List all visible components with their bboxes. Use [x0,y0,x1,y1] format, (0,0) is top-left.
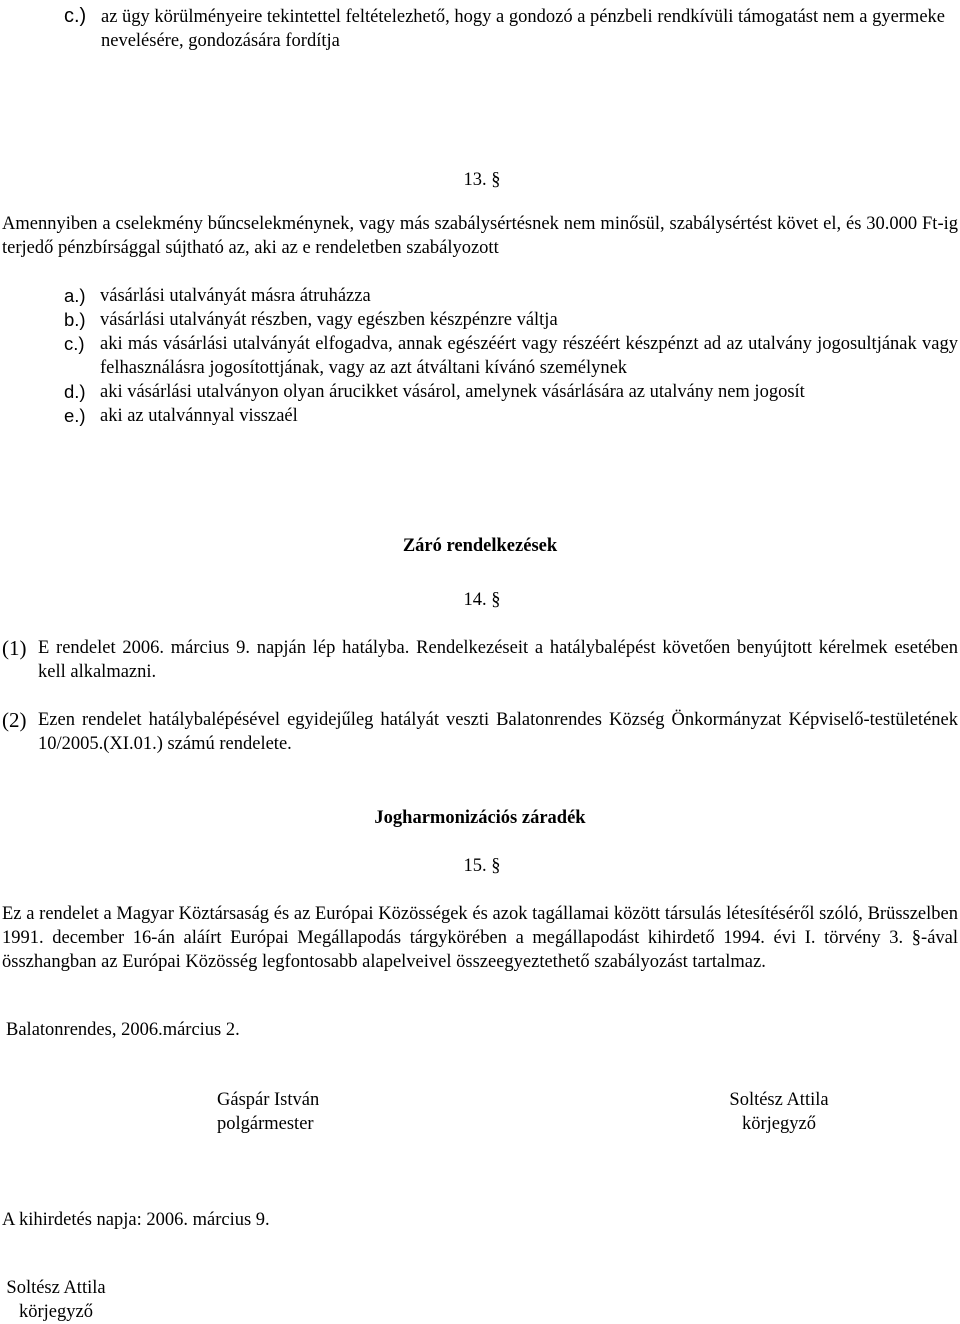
list-item-label: d.) [64,381,86,402]
paragraph-text: E rendelet 2006. március 9. napján lép hatályba. Rendelkezéseit a hatálybalépést követően benyújtott kérelmek esetében kell alkalmazni. [38,638,958,682]
announcement: A kihirdetés napja: 2006. március 9. [2,1210,270,1230]
list-item-b [64,308,958,332]
signature-title: polgármester [217,1114,314,1134]
paragraph-text: Ezen rendelet hatálybalépésével egyidejűleg hatályát veszti Balatonrendes Község Önkormányzat Képviselő-testületének 10/2005.(XI.01.) számú rendelete. [38,710,958,754]
paragraph-number: (1) [2,636,27,660]
section-15-heading: 15. § [463,856,501,876]
list-item-label: c.) [64,333,85,354]
signature-notary [712,1088,846,1136]
closing-paragraph-1 [2,636,958,684]
signature-title: körjegyző [742,1114,816,1134]
top-list-item [64,4,956,53]
place-date: Balatonrendes, 2006.március 2. [6,1020,240,1040]
closing-paragraph-2 [2,708,958,756]
list-item-a [64,284,958,308]
list-item-label: c.) [64,5,87,27]
signature-mayor [217,1088,319,1136]
list-item-label: a.) [64,285,86,306]
section-13-heading: 13. § [463,170,501,190]
paragraph-number: (2) [2,708,27,732]
list-item-text: vásárlási utalványát részben, vagy egészben készpénzre váltja [100,310,558,330]
list-item-c [64,332,958,380]
harmonization-text: Ez a rendelet a Magyar Köztársaság és az Európai Közösségek és azok tagállamai között társulás létesítéséről szóló, Brüsszelben 1991. december 16-án aláírt Európai Megállapodás tárgykörében a megállapodást kihirdető 1994. évi I. törvény 3. §-ával összhangban az Európai Közösség legfontosabb alapelveivel összeegyeztethető szabályozást tartalmaz. [2,904,958,972]
section-13-list [64,284,958,428]
closing-title: Záró rendelkezések [402,536,558,556]
list-item-d [64,380,958,404]
signature-title: körjegyző [19,1302,93,1322]
list-item-label: e.) [64,405,86,426]
signature-name: Gáspár István [217,1090,320,1110]
list-item-text: az ügy körülményeire tekintettel feltételezhető, hogy a gondozó a pénzbeli rendkívüli támogatást nem a gyermeke nevelésére, gondozására fordítja [101,7,945,51]
signature-name: Soltész Attila [6,1278,106,1298]
list-item-e [64,404,958,428]
final-signature [0,1276,112,1324]
signature-name: Soltész Attila [729,1090,829,1110]
section-13-intro: Amennyiben a cselekmény bűncselekménynek, vagy más szabálysértésnek nem minősül, szabálysértést követ el, és 30.000 Ft-ig terjedő pénzbírsággal sújtható az, aki az e rendeletben szabályozott [2,214,958,258]
list-item-text: vásárlási utalványát másra átruházza [100,286,371,306]
list-item-text: aki az utalvánnyal visszaél [100,406,298,426]
harmonization-title: Jogharmonizációs záradék [374,808,586,828]
list-item-text: aki más vásárlási utalványát elfogadva, annak egészéért vagy részéért készpénzt ad az utalvány jogosultjának vagy felhasználásra jogosítottjának, vagy az azt átváltani kívánó személynek [100,334,958,378]
section-14-heading: 14. § [463,590,501,610]
list-item-label: b.) [64,309,86,330]
list-item-text: aki vásárlási utalványon olyan árucikket vásárol, amelynek vásárlására az utalvány nem jogosít [100,382,805,402]
